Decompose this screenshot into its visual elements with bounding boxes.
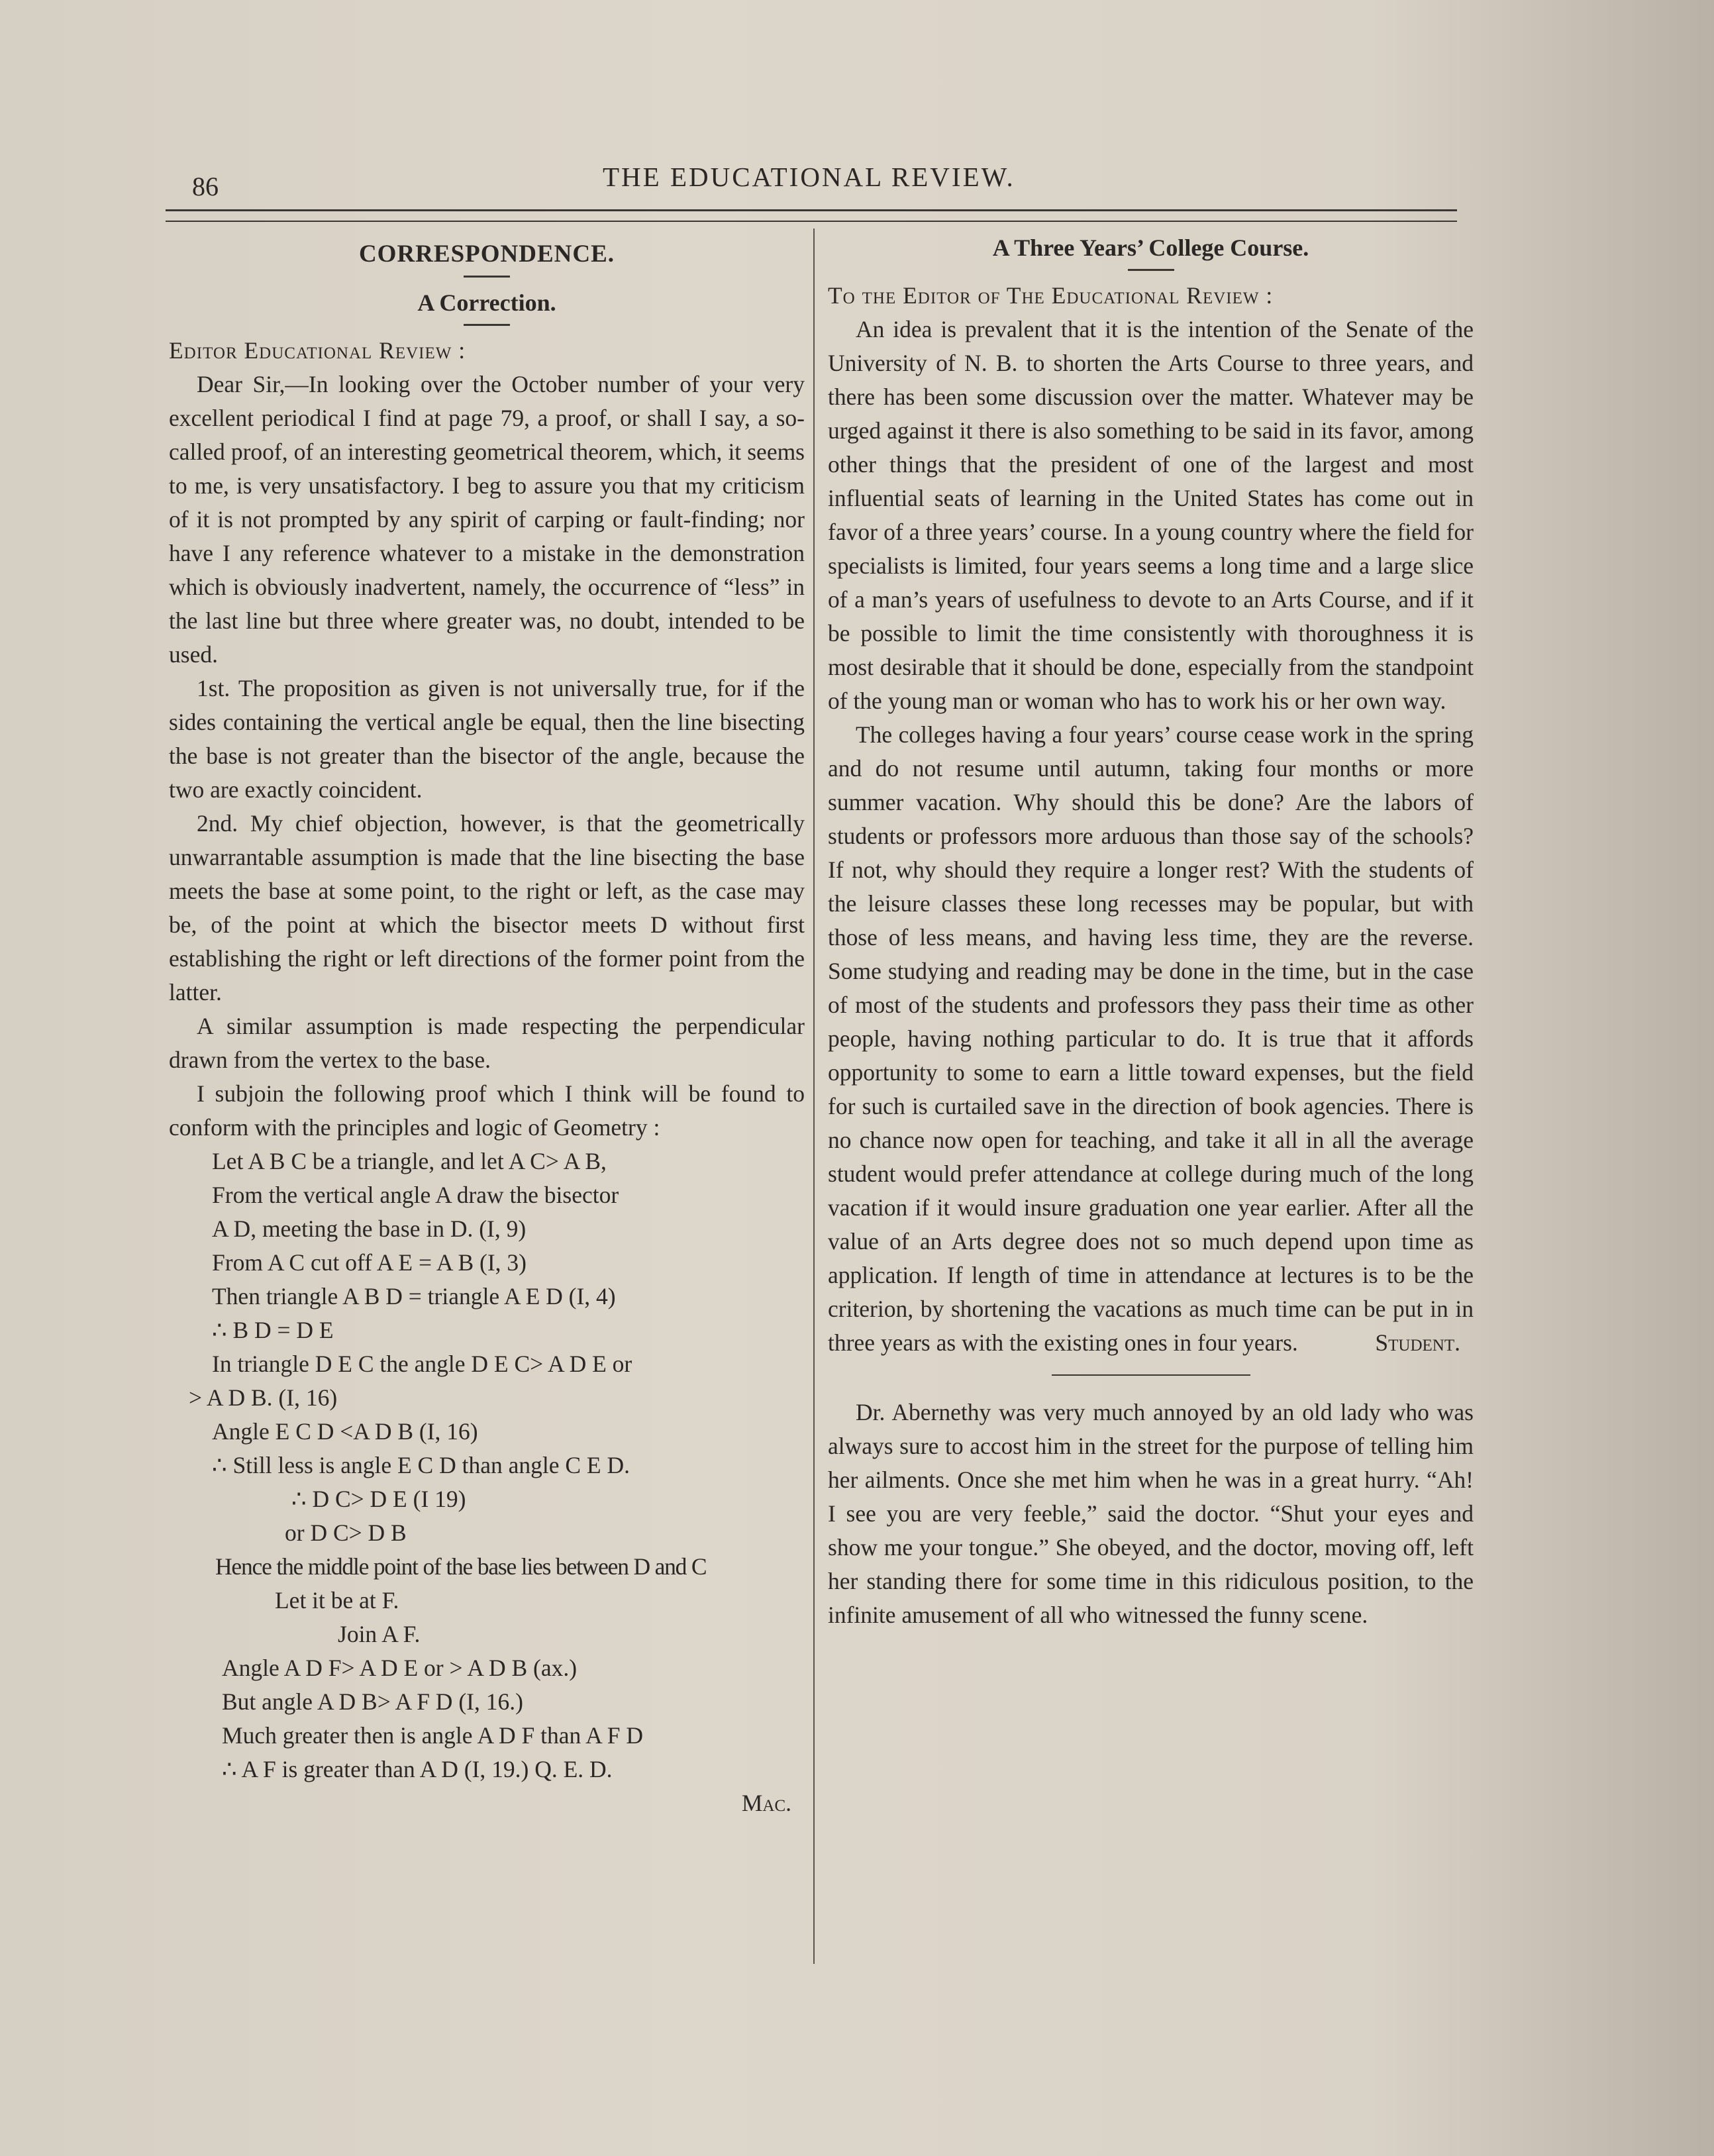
section-separator <box>1052 1374 1250 1376</box>
signature-student: Student. <box>1375 1329 1460 1356</box>
anecdote-paragraph: Dr. Abernethy was very much annoyed by an old lady who was always sure to accost him in the street for the purpose of telling him her ailments. Once she met him when he was in a great hurry. “Ah! I see you are very feeble,” said the doctor. “Shut your eyes and show me your tongue.” She obeyed, and the doctor, moving off, left her standing there for some time in this ridiculous position, to the infinite amusement of all who witnessed the funny scene. <box>828 1399 1474 1628</box>
proof-line: Let A B C be a triangle, and let A C> A B, <box>212 1148 607 1174</box>
proof-line: Hence the middle point of the base lies between D and C <box>215 1553 707 1580</box>
salutation: Editor Educational Review : <box>169 337 466 364</box>
proof-line: In triangle D E C the angle D E C> A D E or <box>212 1351 632 1377</box>
paragraph: 1st. The proposition as given is not universally true, for if the sides containing the vertical angle be equal, then the line bisecting the base is not greater than the bisector of the angle, because the two are exactly coincident. <box>169 675 805 803</box>
paragraph: Dear Sir,—In looking over the October number of your very excellent periodical I find at page 79, a proof, or shall I say, a so-called proof, of an interesting geometrical theorem, which, it seems to me, is very unsatisfactory. I beg to assure you that my criticism of it is not prompted by any spirit of carping or fault-finding; nor have I any reference whatever to a mistake in the demonstration which is obviously inadvertent, namely, the occurrence of “less” in the last line but three where greater was, no doubt, intended to be used. <box>169 371 805 668</box>
proof-line: But angle A D B> A F D (I, 16.) <box>222 1688 523 1715</box>
page-number: 86 <box>192 172 219 201</box>
proof-line: ∴ Still less is angle E C D than angle C E D. <box>212 1452 630 1478</box>
proof-line: Much greater then is angle A D F than A F D <box>222 1722 643 1749</box>
proof-line: Angle A D F> A D E or > A D B (ax.) <box>222 1655 578 1681</box>
proof-line: From the vertical angle A draw the bisector <box>212 1182 619 1208</box>
article-title-correction: A Correction. <box>417 289 556 316</box>
salutation: To the Editor of The Educational Review : <box>828 282 1274 309</box>
section-title: CORRESPONDENCE. <box>358 240 615 268</box>
proof-line: Angle E C D <A D B (I, 16) <box>212 1418 478 1445</box>
paragraph: 2nd. My chief objection, however, is that the geometrically unwarrantable assumption is made that the line bisecting the base meets the base at some point, to the right or left, as the case may be, of the point at which the bisector meets D without first establishing the right or left directions of the former point from the latter. <box>169 810 805 1005</box>
title-dash <box>1128 269 1174 271</box>
title-dash <box>464 276 510 278</box>
proof-line: ∴ D C> D E (I 19) <box>291 1486 466 1512</box>
header-rule <box>166 209 1457 222</box>
right-column <box>828 231 1474 1632</box>
article-title-college-course: A Three Years’ College Course. <box>992 234 1309 261</box>
signature-mac: Mac. <box>741 1790 791 1816</box>
proof-line: A D, meeting the base in D. (I, 9) <box>212 1215 527 1242</box>
paragraph: An idea is prevalent that it is the intention of the Senate of the University of N. B. to shorten the Arts Course to three years, and there has been some discussion over the matter. Whatever may be urged against it there is also something to be said in its favor, among other things that the president of one of the largest and most influential seats of learning in the United States has come out in favor of a three years’ course. In a young country where the field for specialists is limited, four years seems a long time and a large slice of a man’s years of usefulness to devote to an Arts Course, and if it be possible to limit the time consistently with thoroughness it is most desirable that it should be done, especially from the standpoint of the young man or woman who has to work his or her own way. <box>828 316 1474 714</box>
proof-line: Join A F. <box>338 1621 421 1647</box>
proof-line: > A D B. (I, 16) <box>189 1384 338 1411</box>
title-dash <box>464 324 510 326</box>
left-column <box>169 237 805 1820</box>
proof-line: ∴ A F is greater than A D (I, 19.) Q. E. D. <box>222 1756 613 1782</box>
paragraph: I subjoin the following proof which I think will be found to conform with the principles and logic of Geometry : <box>169 1080 805 1141</box>
geometric-proof <box>169 1145 805 1786</box>
journal-title: THE EDUCATIONAL REVIEW. <box>603 162 1015 192</box>
proof-line: Let it be at F. <box>275 1587 399 1614</box>
column-divider <box>813 229 815 1964</box>
proof-line: or D C> D B <box>285 1519 407 1546</box>
proof-line: ∴ B D = D E <box>212 1317 334 1343</box>
proof-line: Then triangle A B D = triangle A E D (I, 4) <box>212 1283 616 1309</box>
proof-line: From A C cut off A E = A B (I, 3) <box>212 1249 527 1276</box>
paragraph: The colleges having a four years’ course cease work in the spring and do not resume until autumn, taking four months or more summer vacation. Why should this be done? Are the labors of students or professors more arduous than those say of the schools? If not, why should they require a longer rest? With the students of the leisure classes these long recesses may be popular, but with those of less means, and having less time, they are the reverse. Some studying and reading may be done in the time, but in the case of most of the students and professors they pass their time as other people, having nothing particular to do. It is true that it affords opportunity to some to earn a little toward expenses, but the field for such is curtailed save in the direction of book agencies. There is no chance now open for teaching, and take it all in all the average student would prefer attendance at college during much of the long vacation if it would insure graduation one year earlier. After all the value of an Arts degree does not so much depend upon time as application. If length of time in attendance at lectures is to be the criterion, by shortening the vacations as much time can be put in in three years as with the existing ones in four years. <box>828 721 1474 1356</box>
paragraph: A similar assumption is made respecting the perpendicular drawn from the vertex to the base. <box>169 1013 805 1073</box>
running-head <box>166 158 1457 201</box>
